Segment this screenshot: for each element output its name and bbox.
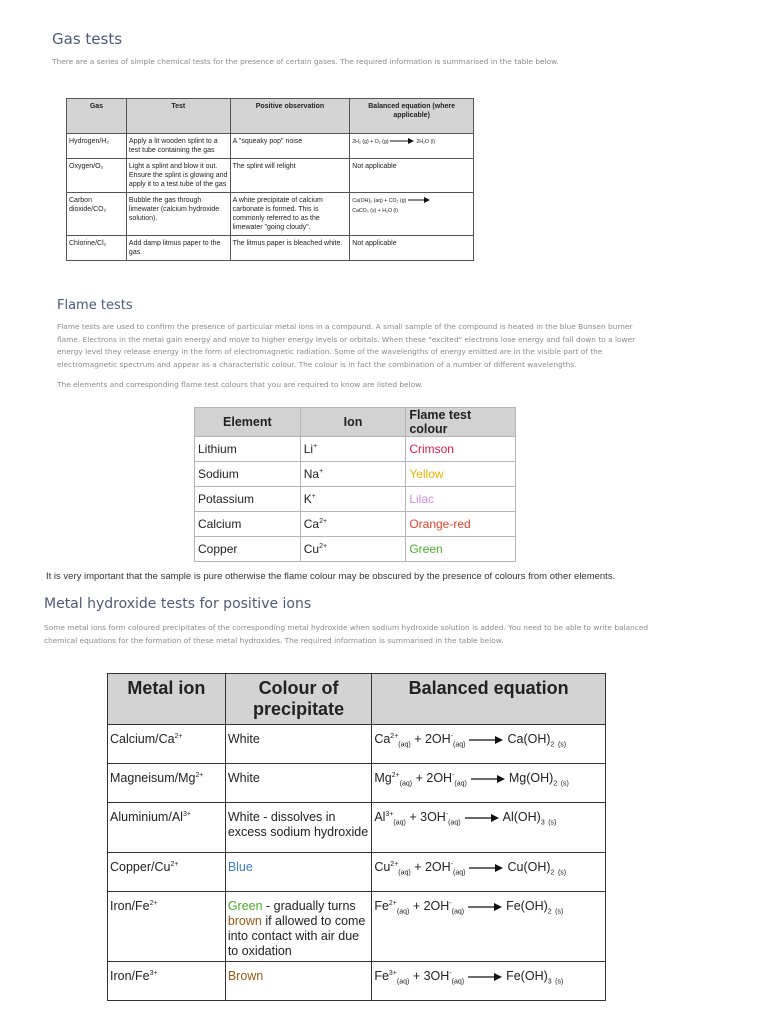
plus-sign: + — [412, 771, 427, 785]
state-aq: (aq) — [398, 869, 411, 877]
precipitate-note: - gradually turns — [262, 899, 356, 913]
precipitate-colour-cell — [225, 892, 372, 962]
product-formula: Fe(OH) — [506, 899, 548, 913]
metal-ion-name: Aluminium/Al — [110, 810, 183, 824]
metal-ion-charge: 3+ — [182, 810, 191, 818]
metal-ion-charge: 3+ — [149, 969, 158, 977]
hydroxide-charge: - — [450, 860, 454, 868]
hydroxide-ions: 2OH — [424, 732, 451, 746]
metal-ion-name: Iron/Fe — [110, 969, 150, 983]
header-colour-of-precipitate: Colour of precipitate — [225, 674, 372, 725]
state-aq: (aq) — [453, 869, 466, 877]
equation-cell — [372, 962, 606, 1001]
metal-ion-cell — [108, 803, 226, 853]
arrow-icon — [408, 197, 430, 203]
precipitate-note: if allowed to come into contact with air due to oxidation — [227, 914, 366, 958]
state-aq: (aq) — [396, 908, 410, 916]
state-solid: (s) — [555, 908, 564, 916]
ion-cell — [300, 487, 406, 512]
precipitate-colour-cell — [225, 803, 372, 853]
metal-symbol: Fe — [374, 969, 389, 983]
metal-charge: 2+ — [390, 732, 399, 740]
table-row — [67, 159, 474, 193]
hydroxide-tests-intro: Some metal ions form coloured precipitates of the corresponding metal hydroxide when sodium hydroxide solution is added. You need to be able to write balanced chemical equations for the formation of these metal hydroxides. The required information is summarised in the table below. — [44, 623, 649, 645]
metal-ion-charge: 2+ — [170, 860, 179, 868]
equation-left: Ca(OH)₂ (aq) + CO₂ (g) — [352, 198, 407, 204]
hydroxide-charge: - — [450, 732, 454, 740]
table-row — [195, 462, 516, 487]
flame-tests-paragraph: Flame tests are used to confirm the presence of particular metal ions in a compound. A small sample of the compound is heated in the blue Bunsen burner flame. Electrons in the metal gain energy and move to higher energy levels or orbitals. When these "excited" electrons lose energy and fall down to a lower energy level they release energy in the form of electromagnetic radiation. Some of the wavelengths of energy emitted are in the visible part of the electromagnetic spectrum and appear as a characteristic colour. The colour is in fact the combination of a number of different wavelengths. — [57, 322, 636, 369]
arrow-icon — [471, 775, 505, 783]
balanced-equation — [374, 732, 567, 749]
metal-ion-name: Calcium/Ca — [110, 732, 175, 746]
state-solid: (s) — [548, 819, 557, 827]
metal-ion-cell — [108, 853, 226, 892]
flame-tests-title: Flame tests — [57, 298, 133, 313]
table-row — [195, 512, 516, 537]
hydroxide-ions: 2OH — [426, 771, 453, 785]
state-aq: (aq) — [453, 741, 466, 749]
metal-charge: 3+ — [385, 810, 394, 818]
state-aq: (aq) — [448, 819, 461, 827]
metal-ion-cell — [108, 962, 226, 1001]
flame-tests-list-intro: The elements and corresponding flame test colours that you are required to know are listed below. — [57, 380, 423, 389]
element-cell: Potassium — [195, 487, 301, 512]
state-solid: (s) — [560, 780, 569, 788]
metal-ion-name: Copper/Cu — [110, 860, 171, 874]
gas-tests-title: Gas tests — [52, 30, 123, 48]
metal-charge: 3+ — [388, 969, 397, 977]
flame-colour-cell: Green — [406, 537, 516, 562]
purity-note: It is very important that the sample is pure otherwise the flame colour may be obscured by the presence of colours from other elements. — [46, 571, 616, 582]
state-solid: (s) — [557, 741, 567, 749]
ion-charge: 2+ — [319, 543, 328, 550]
table-header-row — [108, 674, 606, 725]
arrow-icon — [465, 814, 499, 822]
table-row — [108, 962, 606, 1001]
ion-cell — [300, 462, 406, 487]
precipitate-colour-cell — [225, 725, 372, 764]
header-metal-ion: Metal ion — [108, 674, 226, 725]
table-row — [108, 803, 606, 853]
hydroxide-tests-title: Metal hydroxide tests for positive ions — [44, 596, 312, 612]
product-subscript: 2 — [550, 741, 555, 749]
equation-cell — [372, 803, 606, 853]
table-row — [67, 134, 474, 159]
hydroxide-charge: - — [449, 899, 452, 907]
equation-cell — [372, 725, 606, 764]
metal-ion-cell — [108, 764, 226, 803]
test-cell: Light a splint and blow it out. Ensure the splint is glowing and apply it to a test tube of the gas — [126, 159, 230, 193]
state-aq: (aq) — [393, 819, 406, 827]
state-aq: (aq) — [398, 741, 411, 749]
arrow-icon — [469, 736, 503, 744]
header-element: Element — [195, 408, 301, 437]
metal-ion-charge: 2+ — [174, 732, 183, 740]
metal-ion-name: Magneisum/Mg — [110, 771, 196, 785]
precipitate-colour: White — [227, 732, 260, 746]
product-subscript: 3 — [547, 978, 552, 986]
precipitate-colour: Blue — [227, 860, 253, 874]
precipitate-colour-change: brown — [227, 914, 262, 928]
header-ion: Ion — [300, 408, 406, 437]
gas-cell: Hydrogen/H₂ — [67, 134, 127, 159]
metal-ion-name: Iron/Fe — [110, 899, 150, 913]
plus-sign: + — [409, 969, 424, 983]
observation-cell: A "squeaky pop" noise — [230, 134, 350, 159]
arrow-icon — [390, 138, 414, 144]
product-formula: Cu(OH) — [507, 860, 551, 874]
table-row — [195, 437, 516, 462]
header-gas: Gas — [67, 99, 127, 134]
balanced-equation — [374, 771, 569, 788]
hydroxide-tests-table — [107, 673, 606, 1001]
ion-charge: + — [313, 443, 318, 450]
product-subscript: 3 — [540, 819, 545, 827]
metal-ion-charge: 2+ — [195, 771, 204, 779]
hydroxide-charge: - — [445, 810, 449, 818]
hydroxide-ions: 3OH — [423, 969, 450, 983]
table-row — [195, 537, 516, 562]
observation-cell: A white precipitate of calcium carbonate is formed. This is commonly referred to as the limewater "going cloudy". — [230, 193, 350, 236]
equation-cell — [372, 892, 606, 962]
test-cell: Add damp litmus paper to the gas. — [126, 236, 230, 261]
gas-cell: Oxygen/O₂ — [67, 159, 127, 193]
equation-cell: Not applicable — [350, 159, 474, 193]
arrow-icon — [469, 864, 503, 872]
table-row — [108, 725, 606, 764]
ion-symbol: K — [303, 492, 312, 506]
table-row — [195, 487, 516, 512]
header-positive-observation: Positive observation — [230, 99, 350, 134]
arrow-icon — [468, 973, 502, 981]
table-row — [108, 764, 606, 803]
precipitate-colour: White - dissolves in excess sodium hydroxide — [227, 810, 369, 839]
ion-charge: + — [311, 493, 316, 500]
equation-left: 2H₂ (g) + O₂ (g) — [352, 139, 389, 145]
header-balanced-equation: Balanced equation (where applicable) — [350, 99, 474, 134]
gas-cell: Carbon dioxide/CO₂ — [67, 193, 127, 236]
balanced-equation — [374, 969, 564, 986]
ion-symbol: Na — [303, 467, 320, 481]
equation-cell: Not applicable — [350, 236, 474, 261]
metal-symbol: Fe — [374, 899, 389, 913]
test-cell: Bubble the gas through limewater (calcium hydroxide solution). — [126, 193, 230, 236]
balanced-equation — [374, 899, 564, 916]
flame-colour-cell: Lilac — [406, 487, 516, 512]
equation-cell — [350, 134, 474, 159]
product-formula: Al(OH) — [502, 810, 541, 824]
metal-ion-cell — [108, 725, 226, 764]
ion-charge: + — [319, 468, 324, 475]
flame-colour-cell: Yellow — [406, 462, 516, 487]
hydroxide-charge: - — [452, 771, 455, 779]
table-header-row — [195, 408, 516, 437]
state-aq: (aq) — [399, 780, 413, 788]
state-aq: (aq) — [396, 978, 410, 986]
equation-right: 2H₂O (l) — [416, 139, 436, 145]
metal-charge: 2+ — [390, 860, 399, 868]
state-solid: (s) — [555, 978, 564, 986]
product-formula: Ca(OH) — [507, 732, 551, 746]
precipitate-colour-cell — [225, 764, 372, 803]
metal-symbol: Cu — [374, 860, 391, 874]
table-row — [67, 193, 474, 236]
element-cell: Copper — [195, 537, 301, 562]
ion-charge: 2+ — [319, 518, 328, 525]
balanced-equation — [374, 860, 567, 877]
plus-sign: + — [405, 810, 421, 824]
header-test: Test — [126, 99, 230, 134]
flame-tests-table — [194, 407, 516, 562]
element-cell: Sodium — [195, 462, 301, 487]
product-subscript: 2 — [553, 780, 558, 788]
equation-cell — [372, 764, 606, 803]
table-row — [108, 853, 606, 892]
state-solid: (s) — [557, 869, 567, 877]
hydroxide-ions: 3OH — [420, 810, 446, 824]
gas-cell: Chlorine/Cl₂ — [67, 236, 127, 261]
precipitate-colour-cell — [225, 853, 372, 892]
gas-tests-table — [66, 98, 474, 261]
hydroxide-charge: - — [449, 969, 452, 977]
plus-sign: + — [410, 860, 425, 874]
ion-symbol: Li — [303, 442, 314, 456]
hydroxide-ions: 2OH — [424, 860, 451, 874]
arrow-icon — [468, 903, 502, 911]
equation-cell — [372, 853, 606, 892]
table-row — [67, 236, 474, 261]
element-cell: Calcium — [195, 512, 301, 537]
plus-sign: + — [410, 732, 425, 746]
state-aq: (aq) — [451, 978, 465, 986]
flame-colour-cell: Orange-red — [406, 512, 516, 537]
observation-cell: The splint will relight — [230, 159, 350, 193]
ion-cell — [300, 537, 406, 562]
balanced-equation — [374, 810, 557, 827]
ion-symbol: Cu — [303, 542, 320, 556]
ion-cell — [300, 512, 406, 537]
precipitate-colour: Brown — [227, 969, 264, 983]
precipitate-colour: Green — [227, 899, 263, 913]
product-subscript: 2 — [547, 908, 552, 916]
metal-ion-cell — [108, 892, 226, 962]
hydroxide-ions: 2OH — [423, 899, 450, 913]
ion-cell — [300, 437, 406, 462]
metal-charge: 2+ — [388, 899, 397, 907]
metal-charge: 2+ — [391, 771, 400, 779]
header-balanced-equation: Balanced equation — [372, 674, 606, 725]
metal-symbol: Al — [374, 810, 386, 824]
element-cell: Lithium — [195, 437, 301, 462]
equation-cell — [350, 193, 474, 236]
plus-sign: + — [409, 899, 424, 913]
product-formula: Fe(OH) — [506, 969, 548, 983]
equation-right: CaCO₃ (s) + H₂O (l) — [352, 208, 399, 214]
table-row — [108, 892, 606, 962]
observation-cell: The litmus paper is bleached white. — [230, 236, 350, 261]
precipitate-colour: White — [227, 771, 260, 785]
state-aq: (aq) — [451, 908, 465, 916]
table-header-row — [67, 99, 474, 134]
product-formula: Mg(OH) — [508, 771, 554, 785]
metal-symbol: Ca — [374, 732, 391, 746]
metal-symbol: Mg — [374, 771, 392, 785]
flame-colour-cell: Crimson — [406, 437, 516, 462]
ion-symbol: Ca — [303, 517, 320, 531]
precipitate-colour-cell — [225, 962, 372, 1001]
product-subscript: 2 — [550, 869, 555, 877]
header-flame-test-colour: Flame test colour — [406, 408, 516, 437]
gas-tests-intro: There are a series of simple chemical tests for the presence of certain gases. The required information is summarised in the table below. — [52, 57, 559, 66]
metal-ion-charge: 2+ — [149, 899, 158, 907]
state-aq: (aq) — [454, 780, 467, 788]
test-cell: Apply a lit wooden splint to a test tube containing the gas — [126, 134, 230, 159]
